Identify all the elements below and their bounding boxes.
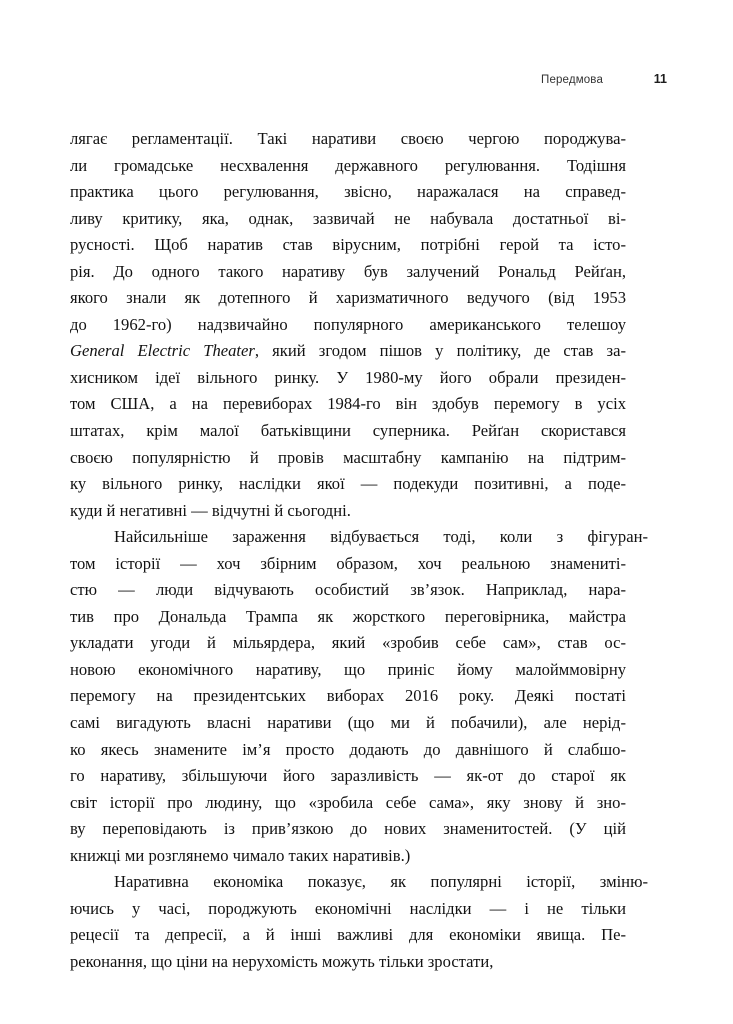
text-line: ли громадське несхвалення державного регулювання. Тодішня <box>70 155 626 175</box>
text-line: том історії — хоч збірним образом, хоч реальною знамениті- <box>70 553 626 573</box>
page-number: 11 <box>653 72 667 86</box>
work-title-italic: General Electric Theater <box>70 341 255 361</box>
text-line: ку вільного ринку, наслідки якої — подекуди позитивні, а поде- <box>70 474 626 494</box>
text-line: книжці ми розглянемо чимало таких наративів.) <box>70 845 411 865</box>
text-line: укладати угоди й мільярдера, який «зробив себе сам», став ос- <box>70 633 626 653</box>
text-line: світ історії про людину, що «зробила себе сама», яку знову й зно- <box>70 792 626 812</box>
text-line: ву переповідають із прив’язкою до нових знаменитостей. (У цій <box>70 819 626 839</box>
text-line: новою економічного наративу, що приніс йому малойммовірну <box>70 659 626 679</box>
paragraph <box>70 126 626 524</box>
text-line: штатах, крім малої батьківщини суперника. Рейґан скористався <box>70 421 626 441</box>
text-line: рія. До одного такого наративу був залучений Рональд Рейґан, <box>70 261 626 281</box>
text-line: том США, а на перевиборах 1984-го він здобув перемогу в усіх <box>70 394 626 414</box>
text-line: якого знали як дотепного й харизматичного ведучого (від 1953 <box>70 288 626 308</box>
text-line: своєю популярністю й провів масштабну кампанію на підтрим- <box>70 447 626 467</box>
body-text-block <box>70 126 648 976</box>
text-line: General Electric Theater, який згодом пішов у політику, де став за- <box>70 341 626 361</box>
text-line: ючись у часі, породжують економічні наслідки — і не тільки <box>70 898 626 918</box>
text-line: практика цього регулювання, звісно, наражалася на справед- <box>70 182 626 202</box>
running-head-chapter-title: Передмова <box>541 74 603 86</box>
text-line: куди й негативні — відчутні й сьогодні. <box>70 500 351 520</box>
text-line: до 1962-го) надзвичайно популярного американського телешоу <box>70 314 626 334</box>
text-line: лягає регламентації. Такі наративи своєю чергою породжува- <box>70 129 626 148</box>
running-head <box>70 72 667 90</box>
text-line: ко якесь знаменитe ім’я просто додають до давнішого й слабшо- <box>70 739 626 759</box>
text-line: ливу критику, яка, однак, зазвичай не набувала достатньої ві- <box>70 208 626 228</box>
paragraph <box>70 524 648 869</box>
text-line: самі вигадують власні наративи (що ми й побачили), але нерід- <box>70 713 626 733</box>
text-line: рецесії та депресії, а й інші важливі для економіки явища. Пе- <box>70 925 626 945</box>
text-line: Наративна економіка показує, як популярні історії, зміню- <box>114 872 648 892</box>
text-line: русності. Щоб наратив став вірусним, потрібні герой та істо- <box>70 235 626 255</box>
text-line: реконання, що ціни на нерухомість можуть тільки зростати, <box>70 951 494 971</box>
text-line: перемогу на президентських виборах 2016 року. Деякі постаті <box>70 686 626 706</box>
text-line: хисником ідеї вільного ринку. У 1980-му його обрали президен- <box>70 367 626 387</box>
text-line: го наративу, збільшуючи його заразливість — як-от до старої як <box>70 766 626 786</box>
text-line: стю — люди відчувають особистий зв’язок. Наприклад, нара- <box>70 580 626 600</box>
paragraph <box>70 869 648 975</box>
text-line: тив про Дональда Трампа як жорсткого переговірника, майстра <box>70 606 626 626</box>
text-line: Найсильніше зараження відбувається тоді, коли з фігуран- <box>114 527 648 547</box>
